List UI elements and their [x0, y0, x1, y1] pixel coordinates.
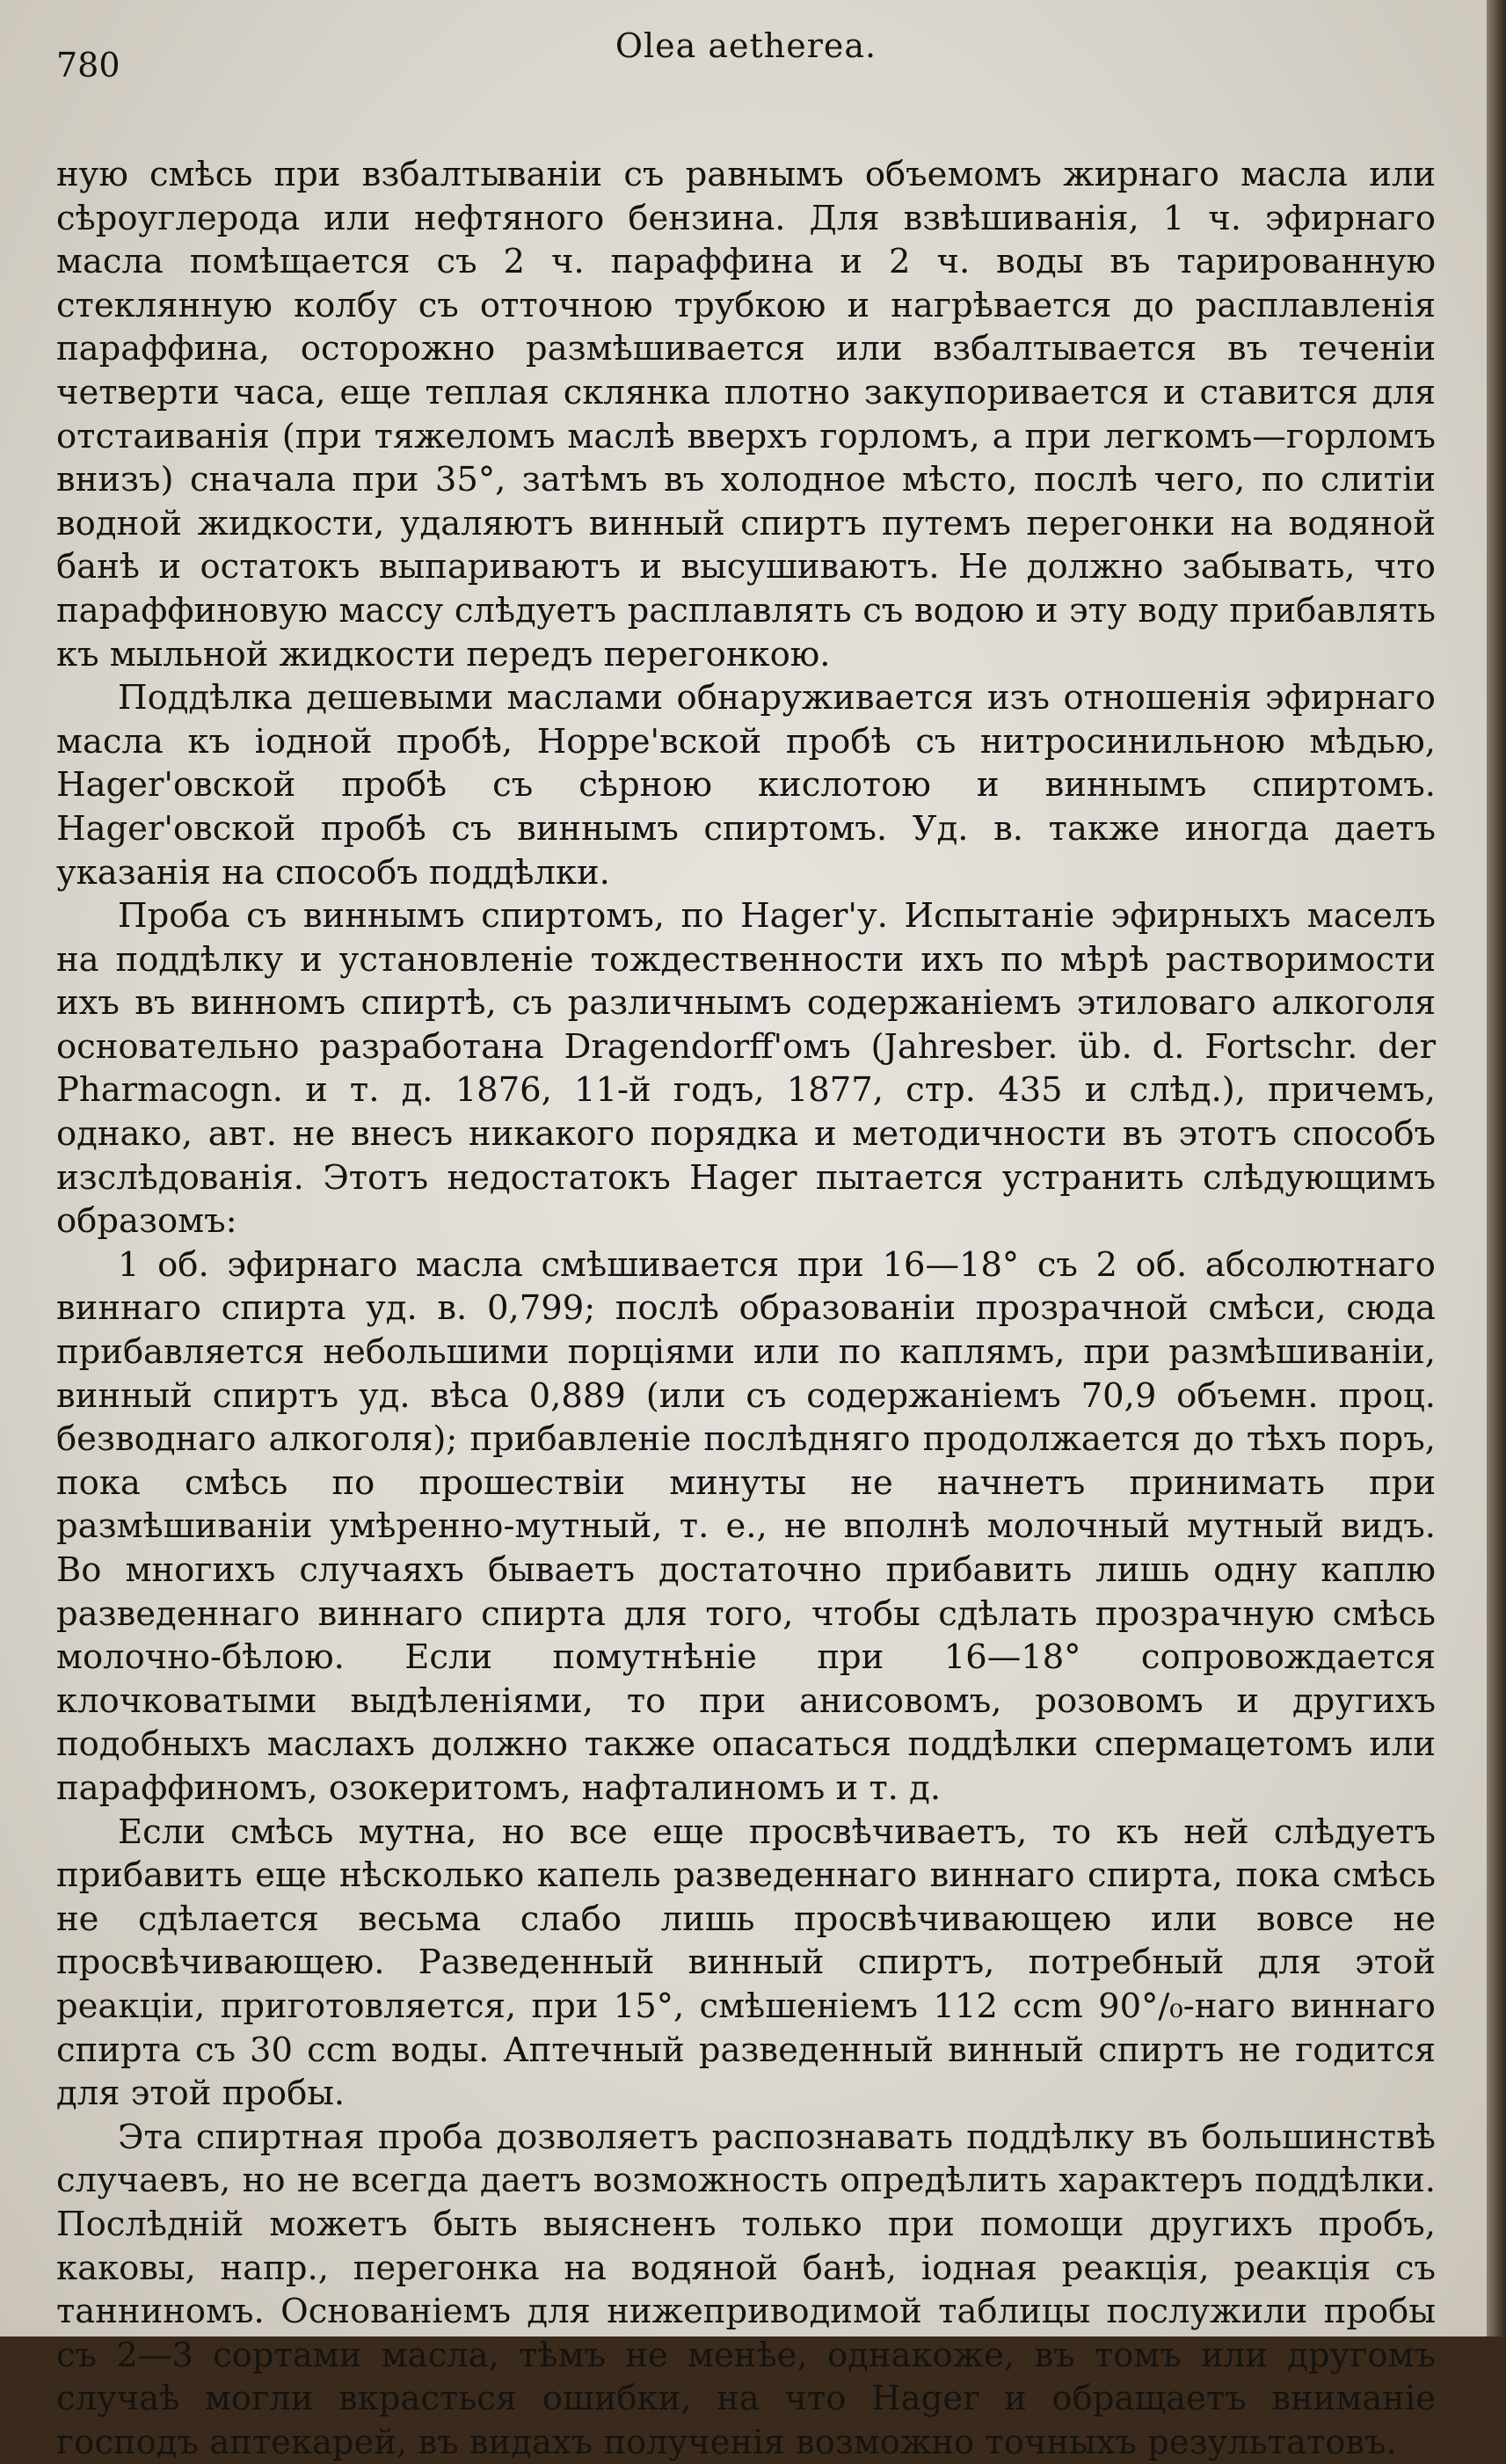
paragraph-conclusion: Эта спиртная проба дозволяетъ распознавать поддѣлку въ большинствѣ случаевъ, но не всегда даетъ возможность опредѣлить характеръ поддѣлки. Послѣдній можетъ быть выясненъ только при помощи другихъ пробъ, каковы, напр., перегонка на водяной банѣ, іодная реакція, реакція съ танниномъ. Основаніемъ для нижеприводимой таблицы послужили пробы съ 2—3 сортами масла, тѣмъ не менѣе, однакоже, въ томъ или другомъ случаѣ могли вкрасться ошибки, на что Hager и обращаетъ вниманіе господъ аптекарей, въ видахъ полученія возможно точныхъ результатовъ. — [56, 2117, 1436, 2462]
paragraph-turbid-mixture: Если смѣсь мутна, но все еще просвѣчиваетъ, то къ ней слѣдуетъ прибавить еще нѣсколько капель разведеннаго виннаго спирта, пока смѣсь не сдѣлается весьма слабо лишь просвѣчивающею или вовсе не просвѣчивающею. Разведенный винный спиртъ, потребный для этой реакціи, приготовляется, при 15°, смѣшеніемъ 112 ccm 90°/₀-наго виннаго спирта съ 30 ccm воды. Аптечный разведенный винный спиртъ не годится для этой пробы. — [56, 1812, 1436, 2114]
paragraph-adulteration: Поддѣлка дешевыми маслами обнаруживается изъ отношенія эфирнаго масла къ іодной пробѣ, Hoppe'вской пробѣ съ нитросинильною мѣдью, Hager'овской пробѣ съ сѣрною кислотою и виннымъ спиртомъ. Hager'овской пробѣ съ виннымъ спиртомъ. Уд. в. также иногда даетъ указанія на способъ поддѣлки. — [56, 678, 1436, 893]
page-header — [56, 26, 1436, 123]
running-head: Olea aetherea. — [615, 26, 877, 65]
page-number: 780 — [56, 46, 120, 84]
paragraph-alcohol-test: Проба съ виннымъ спиртомъ, по Hager'у. Испытаніе эфирныхъ маселъ на поддѣлку и установленіе тождественности ихъ по мѣрѣ растворимости ихъ въ винномъ спиртѣ, съ различнымъ содержаніемъ этиловаго алкоголя основательно разработана Dragendorff'омъ (Jahresber. üb. d. Fortschr. der Pharmacogn. и т. д. 1876, 11-й годъ, 1877, стр. 435 и слѣд.), причемъ, однако, авт. не внесъ никакого порядка и методичности въ этотъ способъ изслѣдованія. Этотъ недостатокъ Hager пытается устранить слѣдующимъ образомъ: — [56, 896, 1436, 1242]
book-spine-shadow — [1487, 0, 1506, 2336]
paragraph-procedure: 1 об. эфирнаго масла смѣшивается при 16—18° съ 2 об. абсолютнаго виннаго спирта уд. в. 0,799; послѣ образованіи прозрачной смѣси, сюда прибавляется небольшими порціями или по каплямъ, при размѣшиваніи, винный спиртъ уд. вѣса 0,889 (или съ содержаніемъ 70,9 объемн. проц. безводнаго алкоголя); прибавленіе послѣдняго продолжается до тѣхъ поръ, пока смѣсь по прошествіи минуты не начнетъ принимать при размѣшиваніи умѣренно-мутный, т. е., не вполнѣ молочный мутный видъ. Во многихъ случаяхъ бываетъ достаточно прибавить лишь одну каплю разведеннаго виннаго спирта для того, чтобы сдѣлать прозрачную смѣсь молочно-бѣлою. Если помутнѣніе при 16—18° сопровождается клочковатыми выдѣленіями, то при анисовомъ, розовомъ и другихъ подобныхъ маслахъ должно также опасаться поддѣлки спермацетомъ или параффиномъ, озокеритомъ, нафталиномъ и т. д. — [56, 1244, 1436, 1808]
body-text — [56, 153, 1436, 2464]
paragraph-continuation: ную смѣсь при взбалтываніи съ равнымъ объемомъ жирнаго масла или сѣроуглерода или нефтяного бензина. Для взвѣшиванія, 1 ч. эфирнаго масла помѣщается съ 2 ч. параффина и 2 ч. воды въ тарированную стеклянную колбу съ отточною трубкою и нагрѣвается до расплавленія параффина, осторожно размѣшивается или взбалтывается въ теченіи четверти часа, еще теплая склянка плотно закупоривается и ставится для отстаиванія (при тяжеломъ маслѣ вверхъ горломъ, а при легкомъ—горломъ внизъ) сначала при 35°, затѣмъ въ холодное мѣсто, послѣ чего, по слитіи водной жидкости, удаляютъ винный спиртъ путемъ перегонки на водяной банѣ и остатокъ выпариваютъ и высушиваютъ. Не должно забывать, что параффиновую массу слѣдуетъ расплавлять съ водою и эту воду прибавлять къ мыльной жидкости передъ перегонкою. — [56, 155, 1436, 674]
